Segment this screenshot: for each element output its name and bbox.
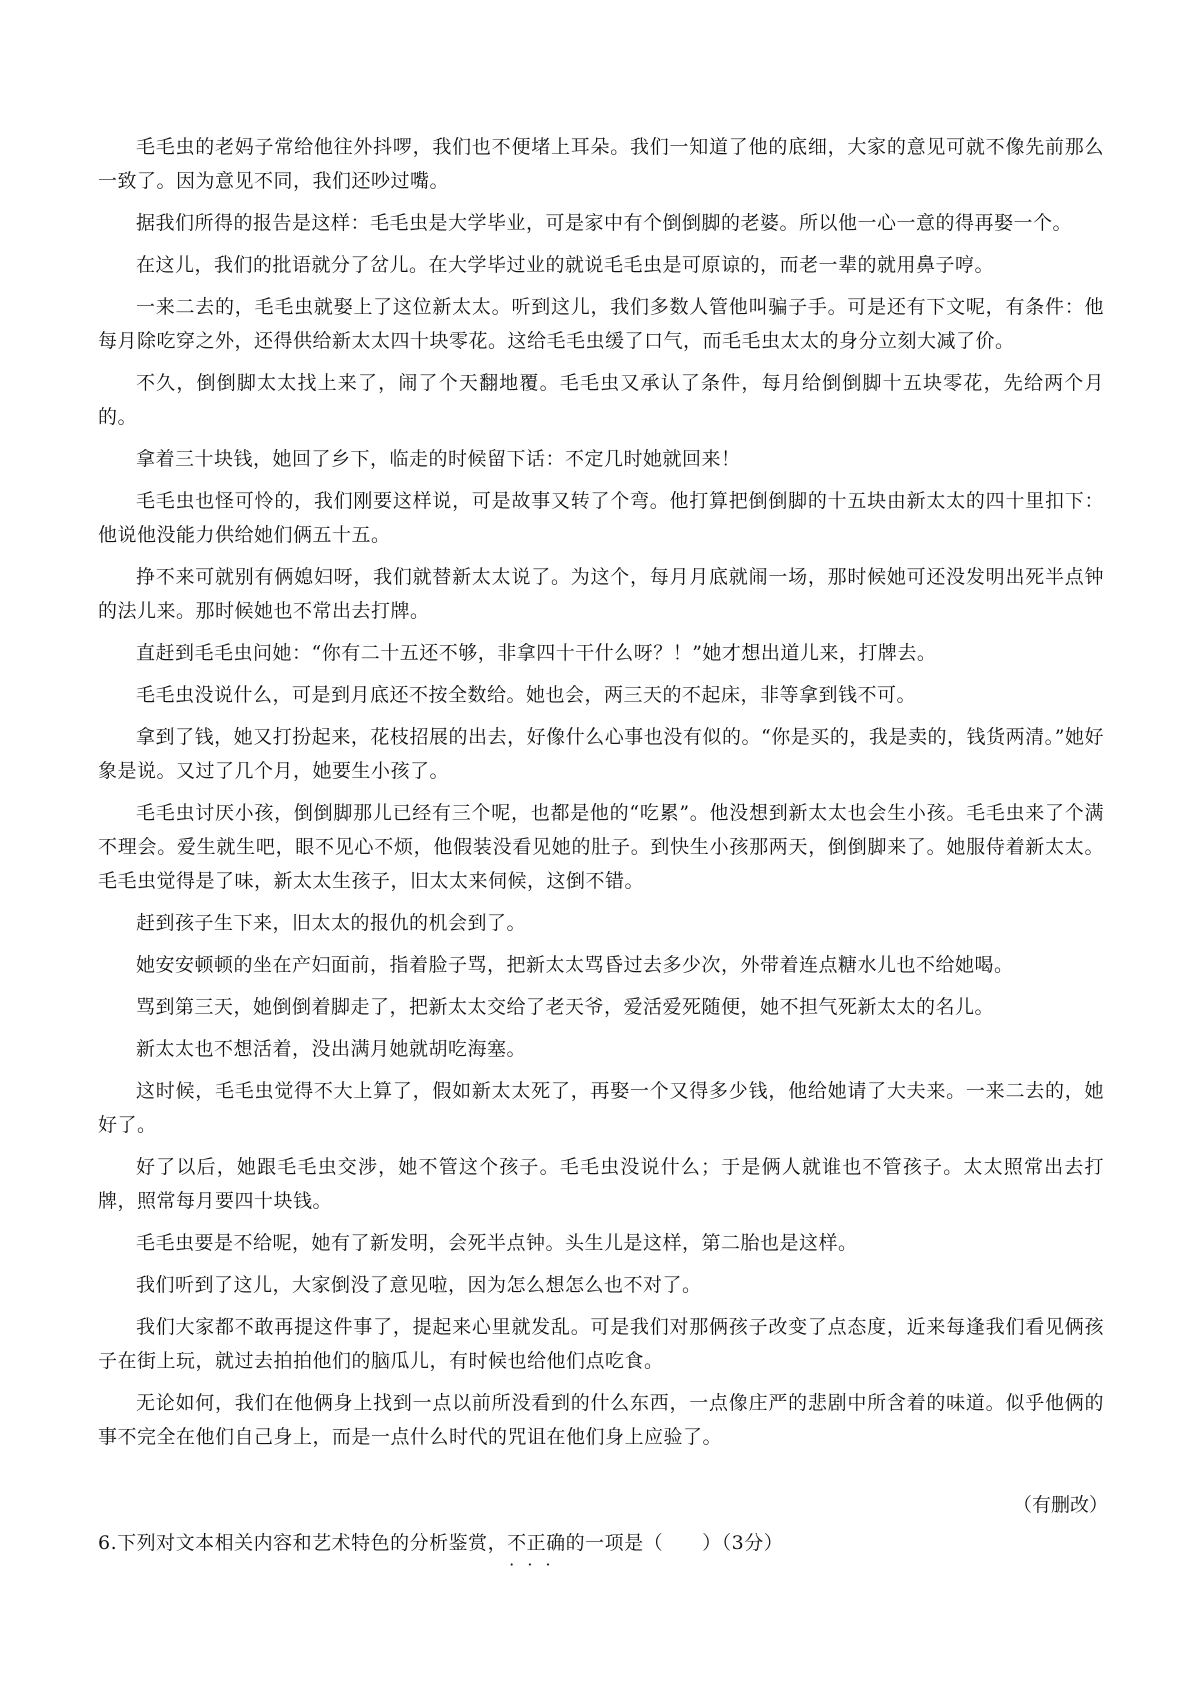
paragraph: 这时候，毛毛虫觉得不大上算了，假如新太太死了，再娶一个又得多少钱，他给她请了大夫来。一来二去的，她好了。 (98, 1080, 1104, 1136)
paragraph: 拿着三十块钱，她回了乡下，临走的时候留下话：不定几时她就回来！ (136, 448, 741, 470)
paragraph: 赶到孩子生下来，旧太太的报仇的机会到了。 (136, 912, 527, 934)
paragraph: 毛毛虫没说什么，可是到月底还不按全数给。她也会，两三天的不起床，非等拿到钱不可。 (136, 684, 917, 706)
question-6 (98, 1528, 783, 1558)
paragraph: 骂到第三天，她倒倒着脚走了，把新太太交给了老天爷，爱活爱死随便，她不担气死新太太的名儿。 (136, 996, 995, 1018)
paragraph: 无论如何，我们在他俩身上找到一点以前所没看到的什么东西，一点像庄严的悲剧中所含着的味道。似乎他俩的事不完全在他们自己身上，而是一点什么时代的咒诅在他们身上应验了。 (98, 1392, 1104, 1448)
question-prefix: 6.下列对文本相关内容和艺术特色的分析鉴赏， (98, 1532, 508, 1554)
paragraph: 新太太也不想活着，没出满月她就胡吃海塞。 (136, 1038, 527, 1060)
paragraph: 我们听到了这儿，大家倒没了意见啦，因为怎么想怎么也不对了。 (136, 1274, 702, 1296)
source-note: （有删改） (1012, 1494, 1108, 1516)
paragraph: 毛毛虫要是不给呢，她有了新发明，会死半点钟。头生儿是这样，第二胎也是这样。 (136, 1232, 858, 1254)
paragraph: 毛毛虫的老妈子常给他往外抖啰，我们也不便堵上耳朵。我们一知道了他的底细，大家的意见可就不像先前那么一致了。因为意见不同，我们还吵过嘴。 (98, 136, 1104, 192)
paragraph: 好了以后，她跟毛毛虫交涉，她不管这个孩子。毛毛虫没说什么；于是俩人就谁也不管孩子。太太照常出去打牌，照常每月要四十块钱。 (98, 1156, 1104, 1212)
paragraph: 挣不来可就别有俩媳妇呀，我们就替新太太说了。为这个，每月月底就闹一场，那时候她可还没发明出死半点钟的法儿来。那时候她也不常出去打牌。 (98, 566, 1104, 622)
paragraph: 不久，倒倒脚太太找上来了，闹了个天翻地覆。毛毛虫又承认了条件，每月给倒倒脚十五块零花，先给两个月的。 (98, 372, 1104, 428)
reading-passage (98, 130, 1104, 1462)
paragraph: 据我们所得的报告是这样：毛毛虫是大学毕业，可是家中有个倒倒脚的老婆。所以他一心一意的得再娶一个。 (136, 212, 1073, 234)
paragraph: 在这儿，我们的批语就分了岔儿。在大学毕过业的就说毛毛虫是可原谅的，而老一辈的就用鼻子哼。 (136, 254, 995, 276)
question-emphasis: 不正确 · · · (507, 1528, 566, 1558)
paragraph: 拿到了钱，她又打扮起来，花枝招展的出去，好像什么心事也没有似的。“你是买的，我是卖的，钱货两清。”她好象是说。又过了几个月，她要生小孩了。 (98, 726, 1104, 782)
paragraph: 毛毛虫也怪可怜的，我们刚要这样说，可是故事又转了个弯。他打算把倒倒脚的十五块由新太太的四十里扣下：他说他没能力供给她们俩五十五。 (98, 490, 1104, 546)
paragraph: 毛毛虫讨厌小孩，倒倒脚那儿已经有三个呢，也都是他的“吃累”。他没想到新太太也会生小孩。毛毛虫来了个满不理会。爱生就生吧，眼不见心不烦，他假装没看见她的肚子。到快生小孩那两天，倒倒脚来了。她服侍着新太太。毛毛虫觉得是了味，新太太生孩子，旧太太来伺候，这倒不错。 (98, 802, 1104, 892)
paragraph: 直赶到毛毛虫问她：“你有二十五还不够，非拿四十干什么呀？！”她才想出道儿来，打牌去。 (136, 642, 937, 664)
question-suffix: 的一项是（ ）（3分） (565, 1532, 784, 1554)
paragraph: 我们大家都不敢再提这件事了，提起来心里就发乱。可是我们对那俩孩子改变了点态度，近来每逢我们看见俩孩子在街上玩，就过去拍拍他们的脑瓜儿，有时候也给他们点吃食。 (98, 1316, 1104, 1372)
paragraph: 一来二去的，毛毛虫就娶上了这位新太太。听到这儿，我们多数人管他叫骗子手。可是还有下文呢，有条件：他每月除吃穿之外，还得供给新太太四十块零花。这给毛毛虫缓了口气，而毛毛虫太太的身分立刻大减了价。 (98, 296, 1104, 352)
paragraph: 她安安顿顿的坐在产妇面前，指着脸子骂，把新太太骂昏过去多少次，外带着连点糖水儿也不给她喝。 (136, 954, 1014, 976)
